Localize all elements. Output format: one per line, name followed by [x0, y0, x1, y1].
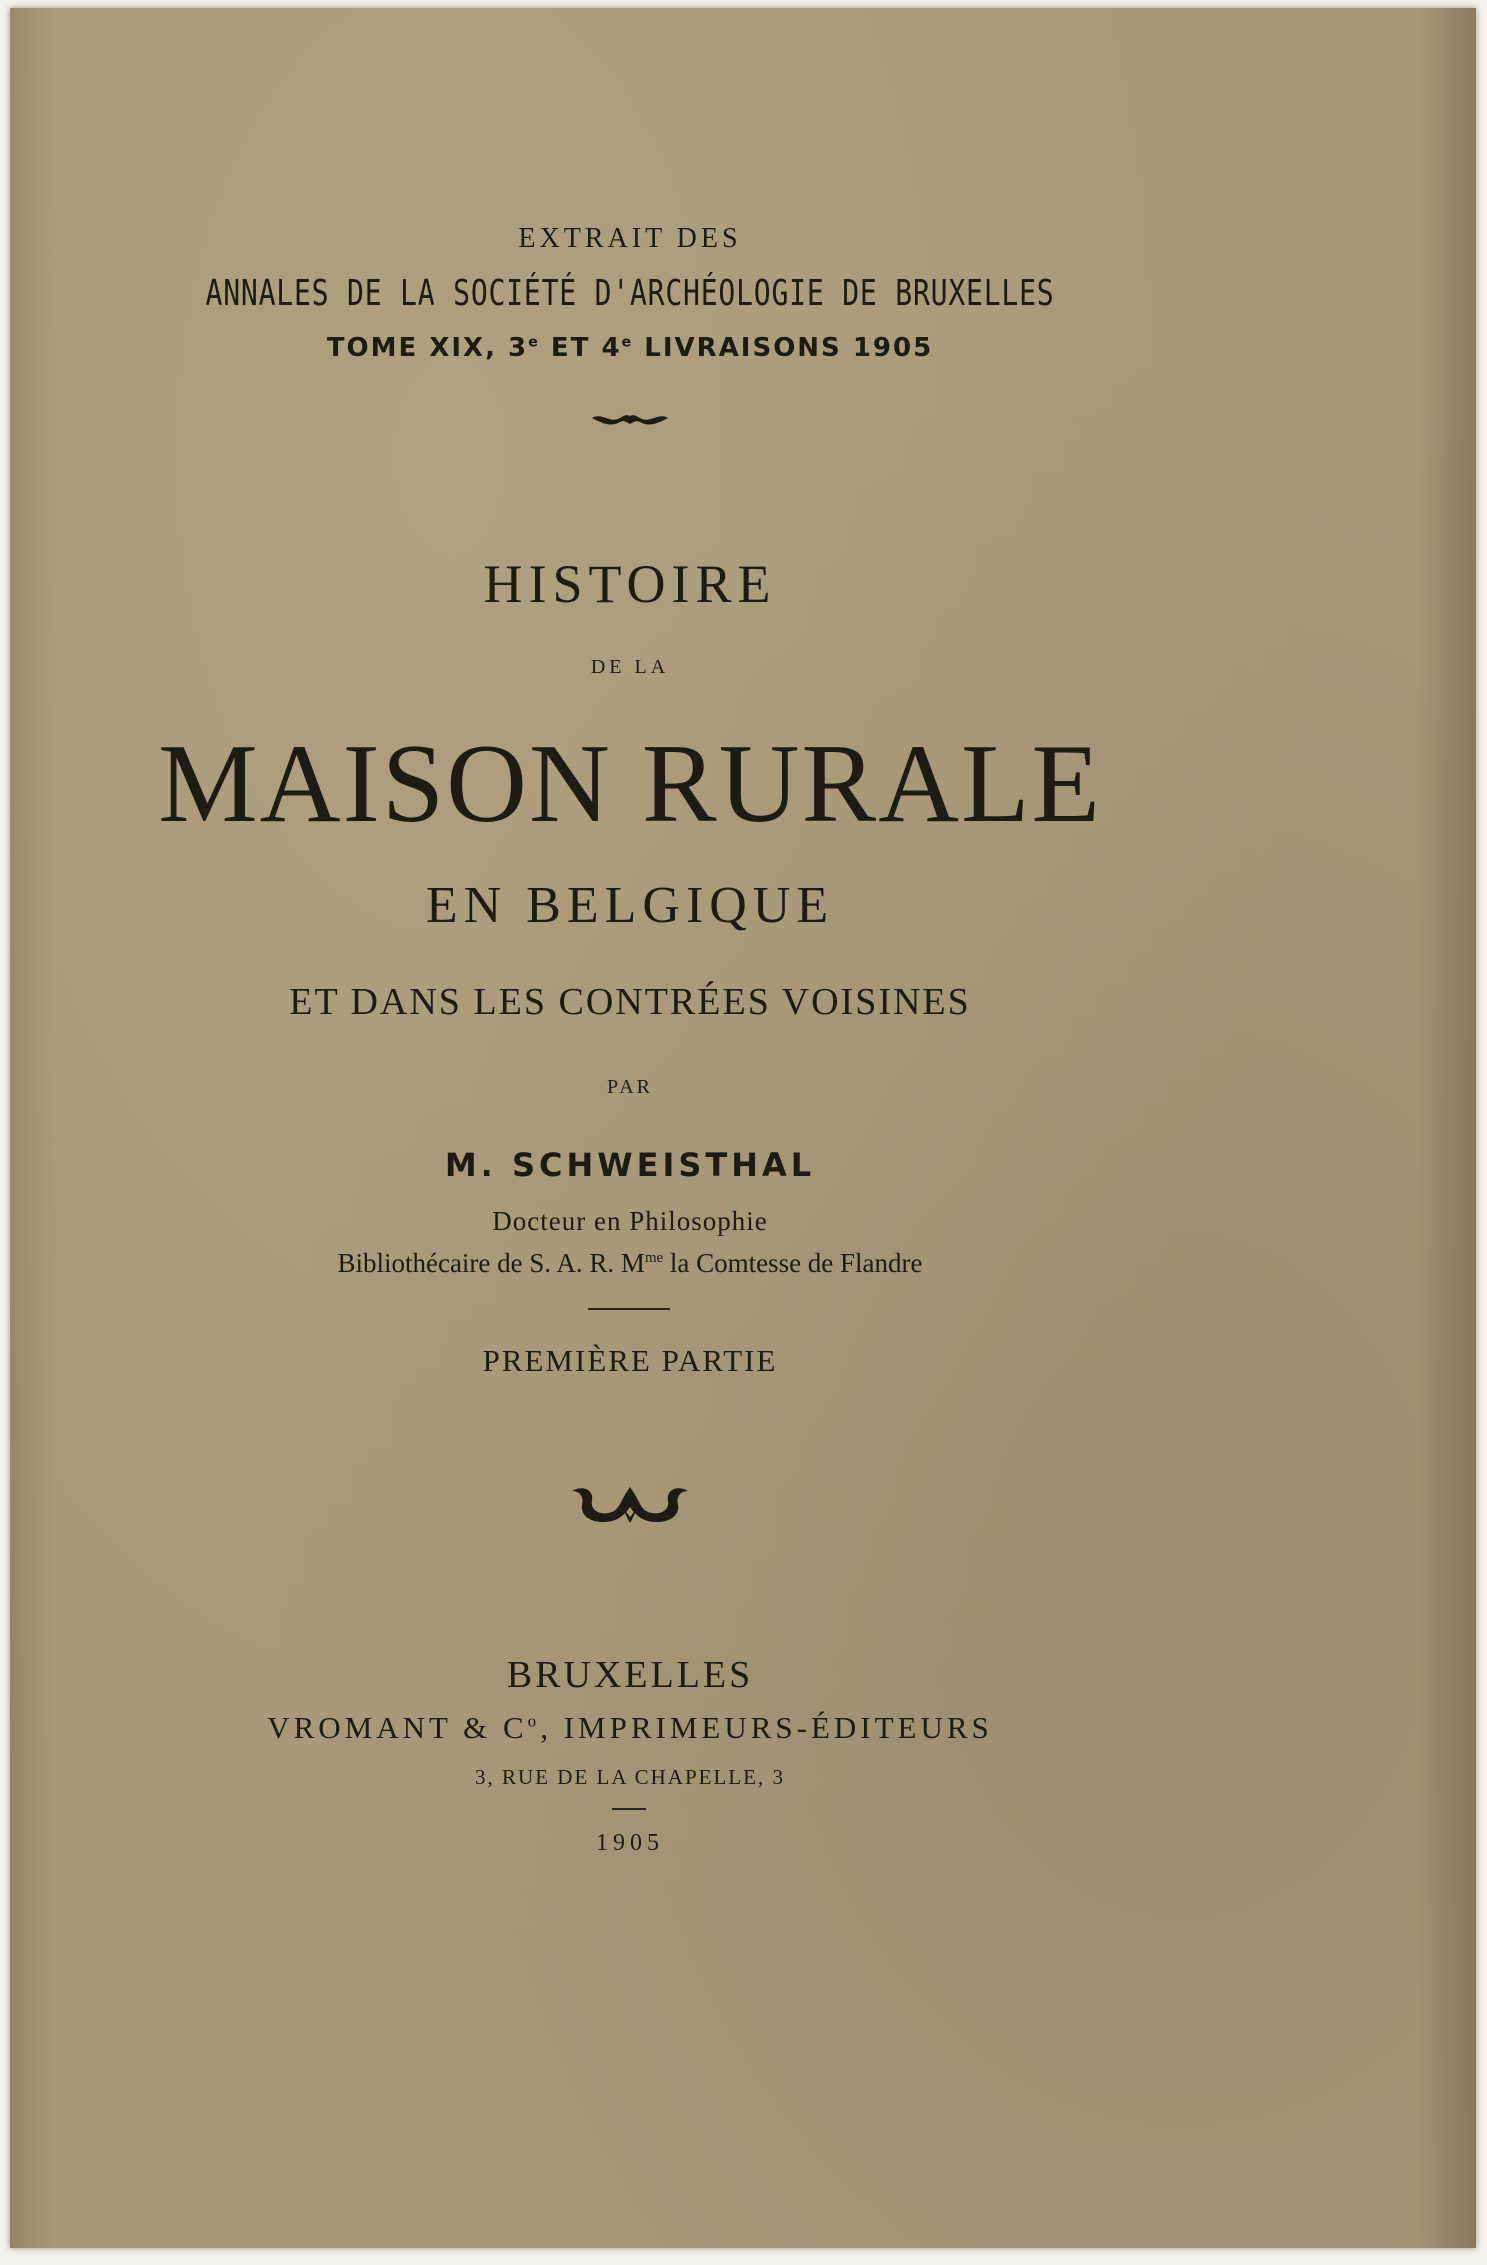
publisher-text-post: , IMPRIMEURS-ÉDITEURS — [540, 1710, 993, 1745]
by-label: PAR — [606, 1076, 654, 1098]
position-sup: me — [644, 1250, 664, 1266]
title-en-belgique: EN BELGIQUE — [425, 877, 835, 934]
publisher-sup: o — [527, 1711, 541, 1731]
volume-issue-3-sup: e — [528, 334, 540, 351]
position-text-pre: Bibliothécaire de S. A. R. M — [337, 1248, 645, 1278]
vine-ornament-icon — [10, 408, 1250, 438]
publisher-name — [10, 1710, 1250, 1746]
main-title: MAISON RURALE — [158, 722, 1102, 846]
author-position — [10, 1248, 1250, 1279]
volume-issue-4: 4 — [601, 333, 622, 363]
publisher-address: 3, RUE DE LA CHAPELLE, 3 — [475, 1765, 785, 1789]
part-label: PREMIÈRE PARTIE — [482, 1343, 778, 1378]
publisher-text-pre: VROMANT & C — [267, 1710, 528, 1745]
volume-issue-4-sup: e — [621, 334, 634, 351]
volume-rest: LIVRAISONS 1905 — [633, 333, 934, 363]
title-de-la: DE LA — [590, 656, 670, 678]
author-degree: Docteur en Philosophie — [492, 1206, 768, 1236]
title-histoire: HISTOIRE — [483, 554, 777, 614]
scroll-ornament-icon — [10, 1483, 1250, 1529]
position-text-post: la Comtesse de Flandre — [663, 1248, 923, 1278]
publication-year: 1905 — [596, 1830, 664, 1856]
subtitle: ET DANS LES CONTRÉES VOISINES — [289, 981, 971, 1023]
journal-title: ANNALES DE LA SOCIÉTÉ D'ARCHÉOLOGIE DE BRUXELLES — [205, 273, 1055, 314]
publisher-city: BRUXELLES — [506, 1654, 754, 1696]
volume-line — [10, 333, 1250, 363]
author-name: M. SCHWEISTHAL — [444, 1146, 816, 1184]
book-cover — [10, 8, 1476, 2248]
volume-et: ET — [539, 333, 602, 363]
volume-issue-3: 3 — [508, 333, 529, 363]
extract-heading: EXTRAIT DES — [518, 223, 742, 254]
divider-rule — [588, 1308, 670, 1310]
volume-label: TOME XIX, — [326, 333, 497, 363]
short-rule — [612, 1808, 646, 1810]
